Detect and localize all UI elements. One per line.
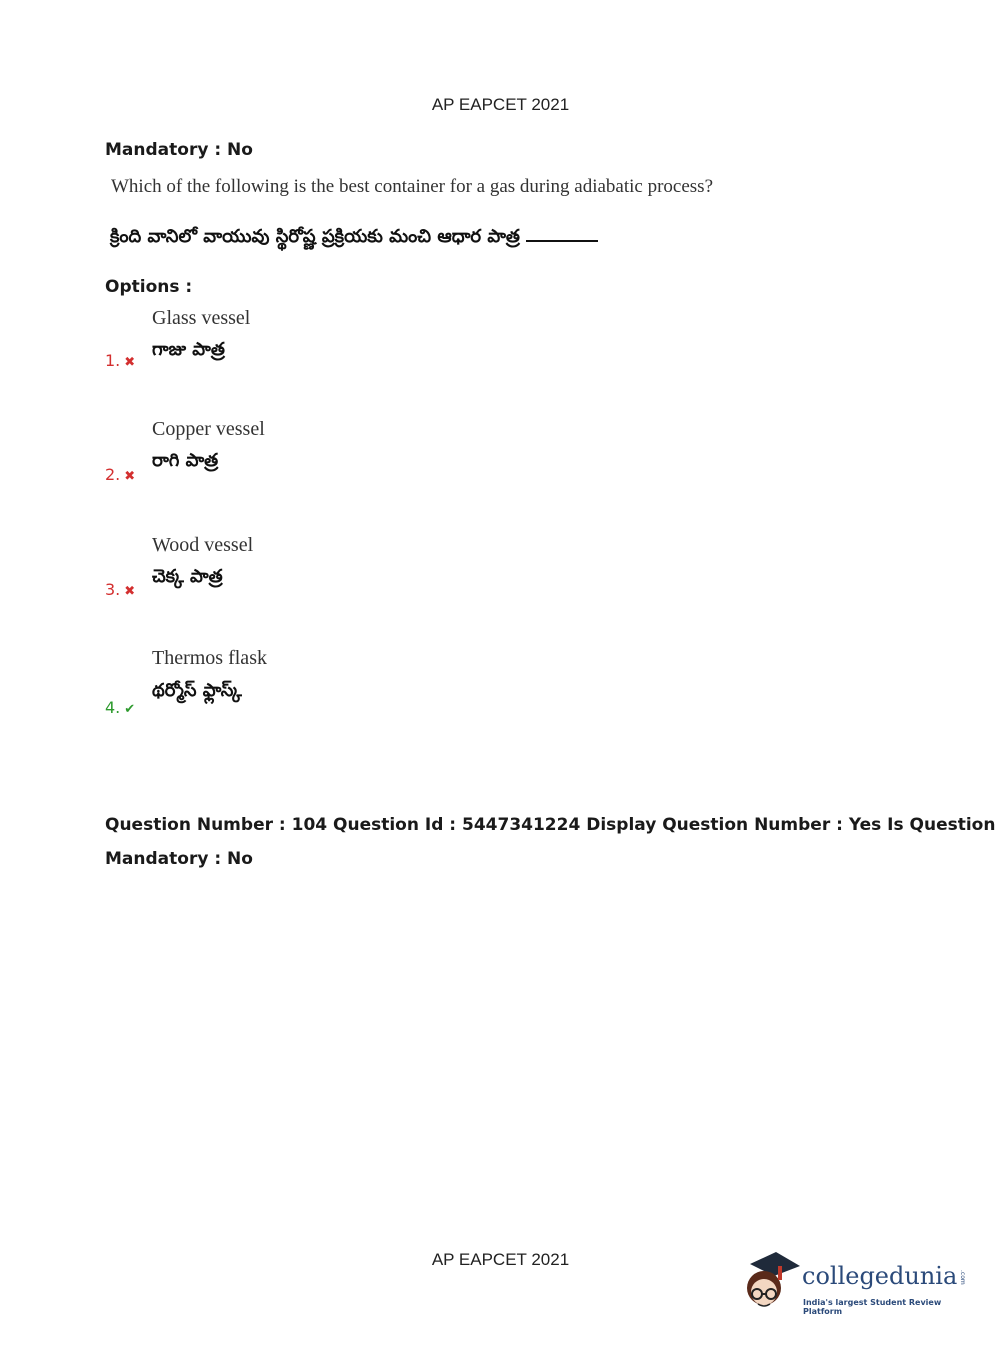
logo-suffix: .com — [959, 1270, 966, 1285]
cross-icon: ✖ — [124, 469, 136, 484]
logo-wordmark: collegedunia — [802, 1262, 958, 1290]
option-1-number — [105, 351, 135, 370]
question-text-telugu — [110, 226, 598, 251]
options-label: Options : — [105, 277, 193, 297]
question-meta-line: Question Number : 104 Question Id : 5447341224 Display Question Number : Yes Is Question — [105, 815, 996, 835]
option-3-telugu: చెక్క పాత్ర — [152, 566, 223, 587]
mascot-icon — [742, 1248, 802, 1318]
option-2-telugu: రాగి పాత్ర — [152, 450, 219, 471]
cross-icon: ✖ — [124, 355, 136, 370]
option-1-english: Glass vessel — [152, 307, 251, 329]
option-4-telugu: థర్మోస్ ఫ్లాస్క్ — [152, 680, 242, 701]
page-footer: AP EAPCET 2021 — [431, 1250, 570, 1269]
option-2-english: Copper vessel — [152, 418, 265, 440]
collegedunia-logo — [742, 1248, 972, 1318]
option-3-number-text: 3. — [105, 580, 121, 599]
logo-tagline: India's largest Student Review Platform — [803, 1298, 942, 1316]
check-icon: ✔ — [124, 702, 136, 717]
question-telugu-text: క్రింది వానిలో వాయువు స్థిరోష్ణ ప్రక్రియకు మంచి ఆధార పాత్ర — [110, 226, 520, 247]
mandatory-label: Mandatory : No — [105, 140, 253, 160]
answer-blank — [526, 240, 598, 242]
option-1-telugu: గాజు పాత్ర — [152, 339, 225, 360]
option-4-number — [105, 698, 135, 717]
option-2-number — [105, 465, 135, 484]
question-text-english: Which of the following is the best container for a gas during adiabatic process? — [111, 176, 713, 197]
cross-icon: ✖ — [124, 584, 136, 599]
option-3-number — [105, 580, 135, 599]
mandatory-label: Mandatory : No — [105, 849, 253, 869]
option-1-number-text: 1. — [105, 351, 121, 370]
option-3-english: Wood vessel — [152, 534, 254, 556]
option-4-number-text: 4. — [105, 698, 121, 717]
option-4-english: Thermos flask — [152, 647, 267, 669]
page-header: AP EAPCET 2021 — [431, 95, 570, 114]
option-2-number-text: 2. — [105, 465, 121, 484]
